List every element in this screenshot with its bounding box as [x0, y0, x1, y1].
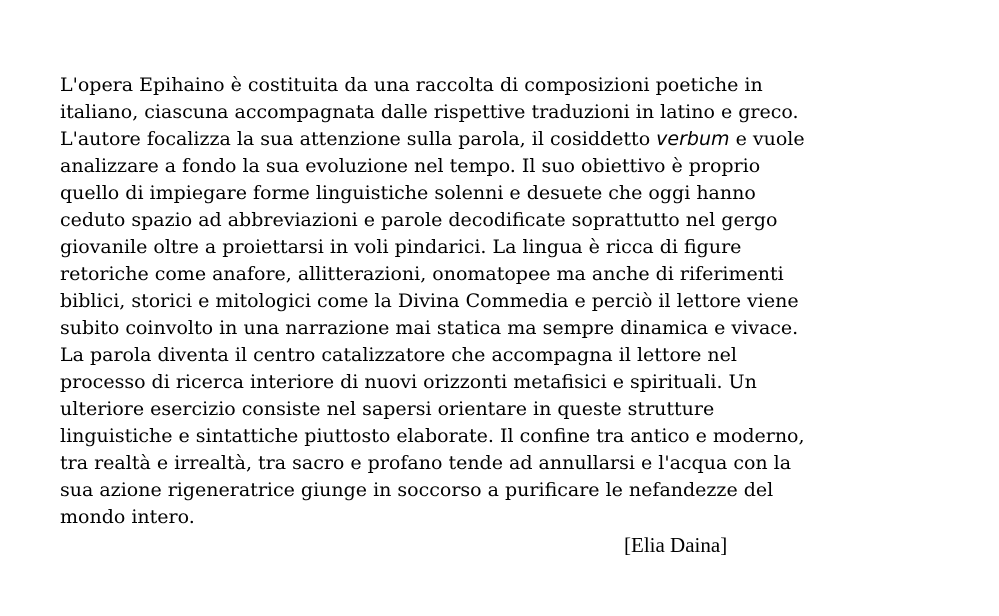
author-signature: [Elia Daina]	[624, 533, 728, 557]
paragraph-text-segment: e vuole	[729, 128, 805, 150]
paragraph-line: quello di impiegare forme linguistiche solenni e desuete che oggi hanno	[60, 182, 756, 204]
paragraph-line: mondo intero.	[60, 506, 195, 528]
paragraph-line: giovanile oltre a proiettarsi in voli pindarici. La lingua è ricca di figure	[60, 236, 742, 258]
paragraph-line: tra realtà e irrealtà, tra sacro e profano tende ad annullarsi e l'acqua con la	[60, 452, 792, 474]
paragraph-line: retoriche come anafore, allitterazioni, onomatopee ma anche di riferimenti	[60, 263, 784, 285]
body-paragraph	[60, 72, 960, 531]
paragraph-line: L'opera Epihaino è costituita da una raccolta di composizioni poetiche in	[60, 74, 763, 96]
paragraph-line: italiano, ciascuna accompagnata dalle rispettive traduzioni in latino e greco.	[60, 101, 799, 123]
paragraph-line: sua azione rigeneratrice giunge in soccorso a purificare le nefandezze del	[60, 479, 774, 501]
paragraph-line: linguistiche e sintattiche piuttosto elaborate. Il confine tra antico e moderno,	[60, 425, 805, 447]
paragraph-line	[60, 126, 960, 153]
paragraph-line: processo di ricerca interiore di nuovi orizzonti metafisici e spirituali. Un	[60, 371, 757, 393]
paragraph-line: analizzare a fondo la sua evoluzione nel tempo. Il suo obiettivo è proprio	[60, 155, 761, 177]
paragraph-line: La parola diventa il centro catalizzatore che accompagna il lettore nel	[60, 344, 737, 366]
paragraph-line: ceduto spazio ad abbreviazioni e parole decodificate soprattutto nel gergo	[60, 209, 778, 231]
paragraph-line: biblici, storici e mitologici come la Divina Commedia e perciò il lettore viene	[60, 290, 799, 312]
paragraph-line: ulteriore esercizio consiste nel sapersi orientare in queste strutture	[60, 398, 715, 420]
italic-term-verbum: verbum	[656, 128, 730, 150]
paragraph-line: subito coinvolto in una narrazione mai statica ma sempre dinamica e vivace.	[60, 317, 799, 339]
paragraph-text-segment: L'autore focalizza la sua attenzione sulla parola, il cosiddetto	[60, 128, 657, 150]
